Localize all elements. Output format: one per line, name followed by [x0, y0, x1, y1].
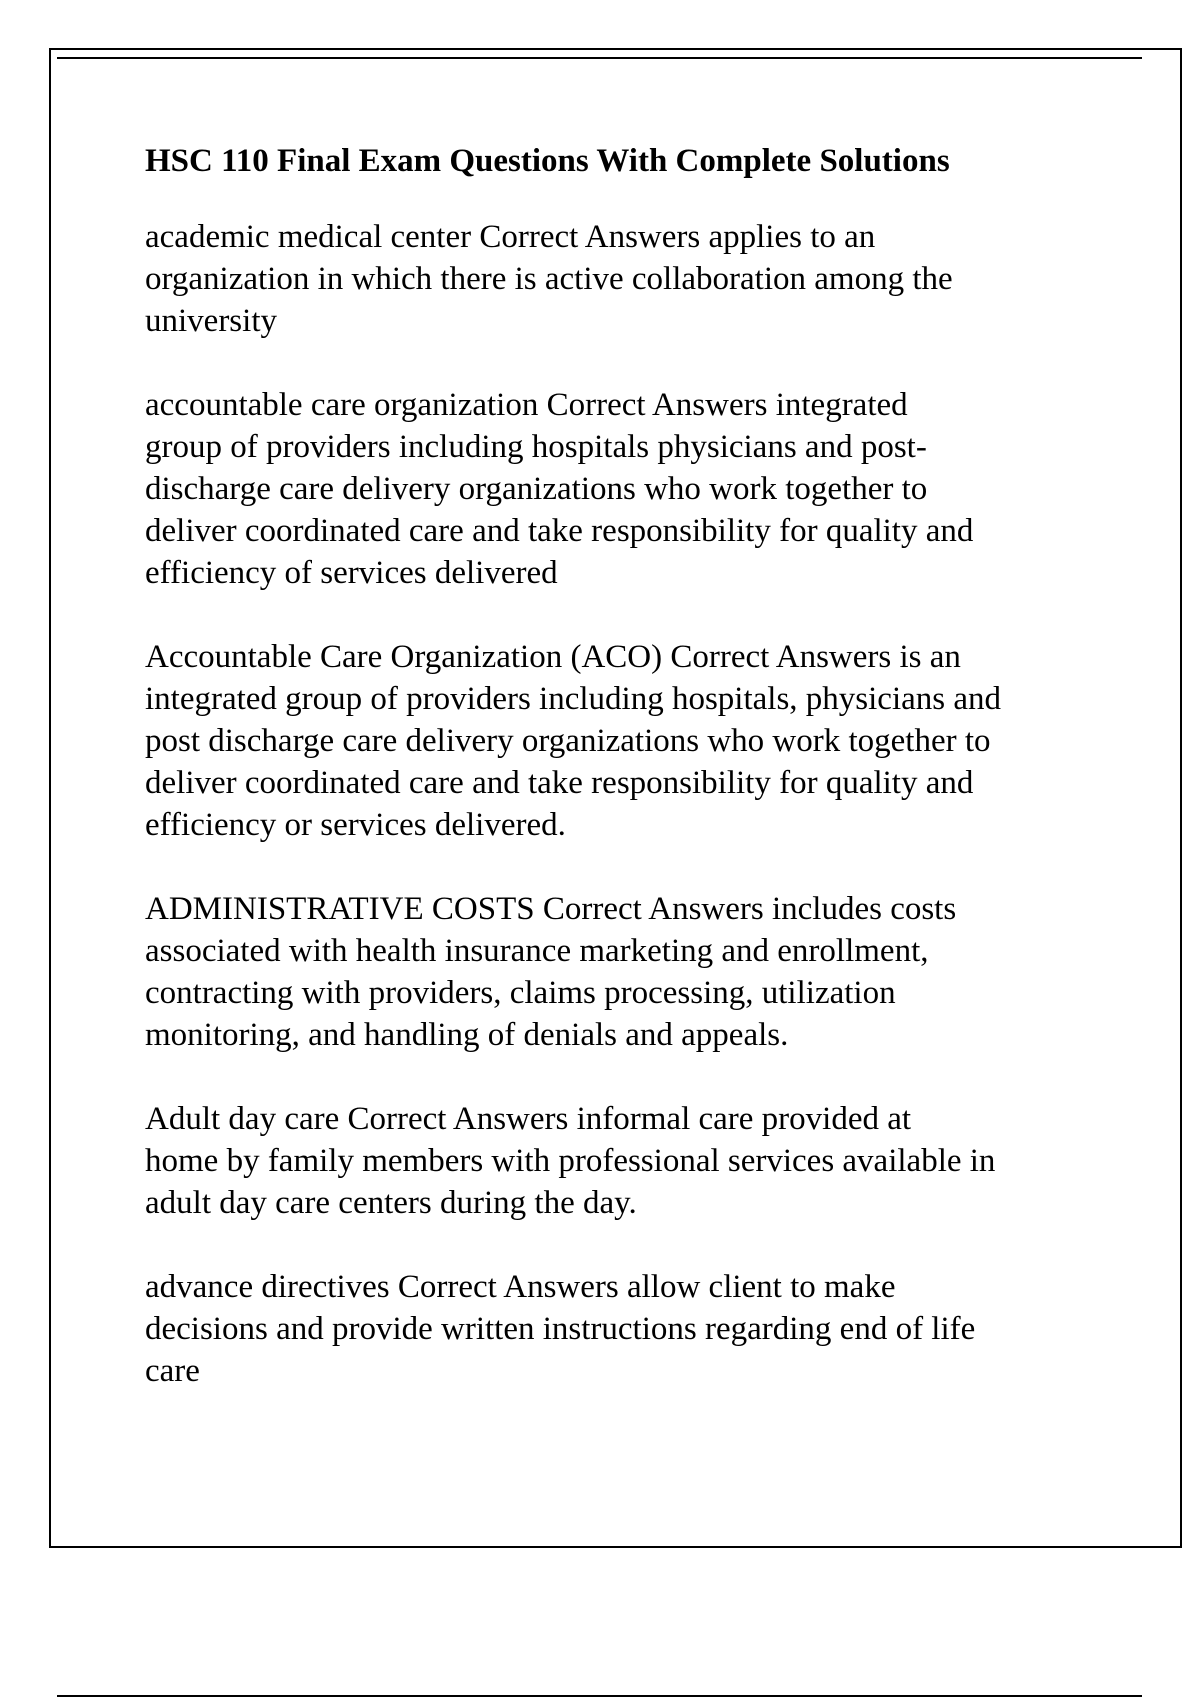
- document-title: HSC 110 Final Exam Questions With Complete Solutions: [145, 143, 950, 179]
- qa-entry-accountable-care-organization: accountable care organization Correct Answers integrated group of providers including hospitals physicians and post- discharge care delivery organizations who work together to deliver coordinated care and take responsibility for quality and efficiency of services delivered: [145, 387, 974, 591]
- qa-entry-administrative-costs: ADMINISTRATIVE COSTS Correct Answers includes costs associated with health insurance marketing and enrollment, contracting with providers, claims processing, utilization monitoring, and handling of denials and appeals.: [145, 891, 957, 1053]
- bottom-rule-divider: [57, 1695, 1142, 1697]
- qa-entry-advance-directives: advance directives Correct Answers allow client to make decisions and provide written instructions regarding end of life care: [145, 1269, 976, 1389]
- document-body: [145, 140, 1100, 1434]
- qa-entry-adult-day-care: Adult day care Correct Answers informal care provided at home by family members with professional services available in adult day care centers during the day.: [145, 1101, 996, 1221]
- qa-entry-academic-medical-center: academic medical center Correct Answers applies to an organization in which there is active collaboration among the university: [145, 219, 953, 339]
- qa-entry-aco: Accountable Care Organization (ACO) Correct Answers is an integrated group of providers including hospitals, physicians and post discharge care delivery organizations who work together to deliver coordinated care and take responsibility for quality and efficiency or services delivered.: [145, 639, 1002, 843]
- top-rule-divider: [57, 57, 1142, 59]
